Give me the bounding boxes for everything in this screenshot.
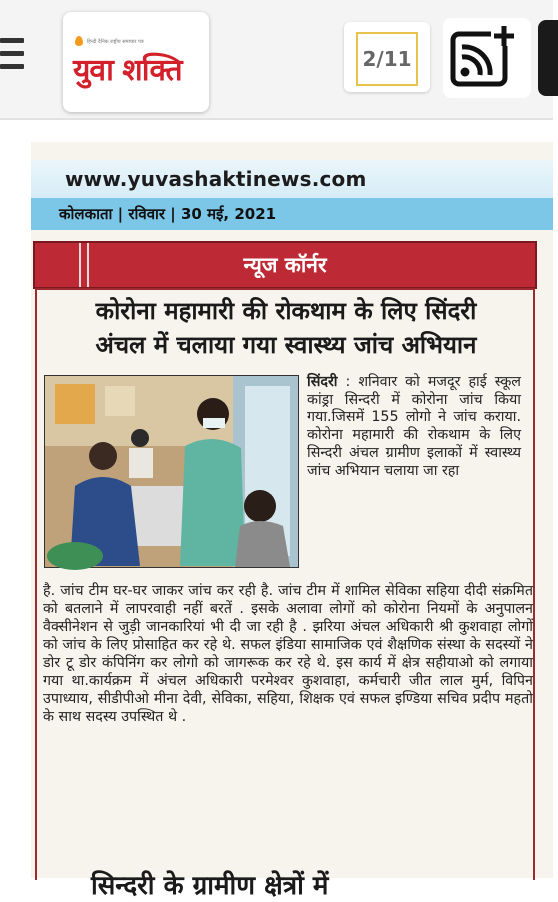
dateline-bar — [31, 198, 553, 230]
newspaper-clipping — [31, 142, 553, 901]
logo-tagline: हिन्दी दैनिक राष्ट्रीय समाचार पत्र — [87, 39, 144, 45]
logo-flame-icon — [75, 36, 83, 46]
feed-add-icon — [449, 24, 519, 90]
headline-line-1: कोरोना महामारी की रोकथाम के लिए सिंदरी — [95, 297, 477, 325]
section-banner — [33, 241, 537, 289]
website-url: www.yuvashaktinews.com — [65, 167, 367, 191]
lead-text: : शनिवार को मजदूर हाई स्कूल कांड्रा सिन्दरी में कोरोना जांच किया गया.जिसमें 155 लोगो ने जांच कराया. कोरोना महामारी की रोकथाम के लिए सिन्दरी अंचल ग्रामीण इलाकों में स्वास्थ्य जांच अभियान चलाया जा रहा — [307, 374, 521, 479]
article-photo — [44, 375, 299, 568]
page-indicator: 2/11 — [356, 32, 418, 86]
feed-add-button[interactable] — [443, 18, 531, 98]
next-article-headline: सिन्दरी के ग्रामीण क्षेत्रों में — [91, 871, 329, 901]
article-body-paragraph: है. जांच टीम घर-घर जाकर जांच कर रही है. जांच टीम में शामिल सेविका सहिया दीदी संक्रमित को बतलाने में लापरवाही नहीं बरतें . इसके अलावा लोगों को कोरोना नियमों के अनुपालन वैक्सीनेशन से जुड़ी जानकारियां भी दी जा रही है . झरिया अंचल अधिकारी श्री कुशवाहा लोगों को जांच के लिए प्रोसाहित कर रहे थे. सफल इंडिया सामाजिक एवं शैक्षणिक संस्था के सदस्यों ने डोर टू डोर कंपिनिंग कर लोगो को जागरूक कर रहे थे. इस कार्य में क्षेत्र सहीयाओ को लगाया गया था.कार्यक्रम में अंचल अधिकारी परमेश्वर कुशवाहा, कर्मचारी जीत लाल मुर्म, विपिन उपाध्याय, सीडीपीओ मीना देवी, सेविका, सहिया, शिक्षक एवं सफल इण्डिया सचिव प्रदीप महतो के साथ सदस्य उपस्थित थे . — [43, 583, 533, 725]
app-logo[interactable] — [63, 12, 209, 112]
menu-icon[interactable] — [0, 36, 26, 72]
next-button-edge[interactable] — [538, 20, 558, 96]
headline-line-2: अंचल में चलाया गया स्वास्थ्य जांच अभियान — [95, 331, 477, 360]
app-top-bar — [0, 0, 553, 120]
section-title: न्यूज कॉर्नर — [243, 253, 327, 277]
lead-place: सिंदरी — [307, 374, 338, 390]
article-headline — [41, 294, 531, 362]
masthead — [31, 160, 553, 198]
logo-title: युवा शक्ति — [73, 53, 182, 88]
article-lead-paragraph — [307, 374, 521, 480]
page-indicator-button[interactable] — [344, 22, 430, 92]
dateline: कोलकाता | रविवार | 30 मई, 2021 — [59, 205, 277, 223]
